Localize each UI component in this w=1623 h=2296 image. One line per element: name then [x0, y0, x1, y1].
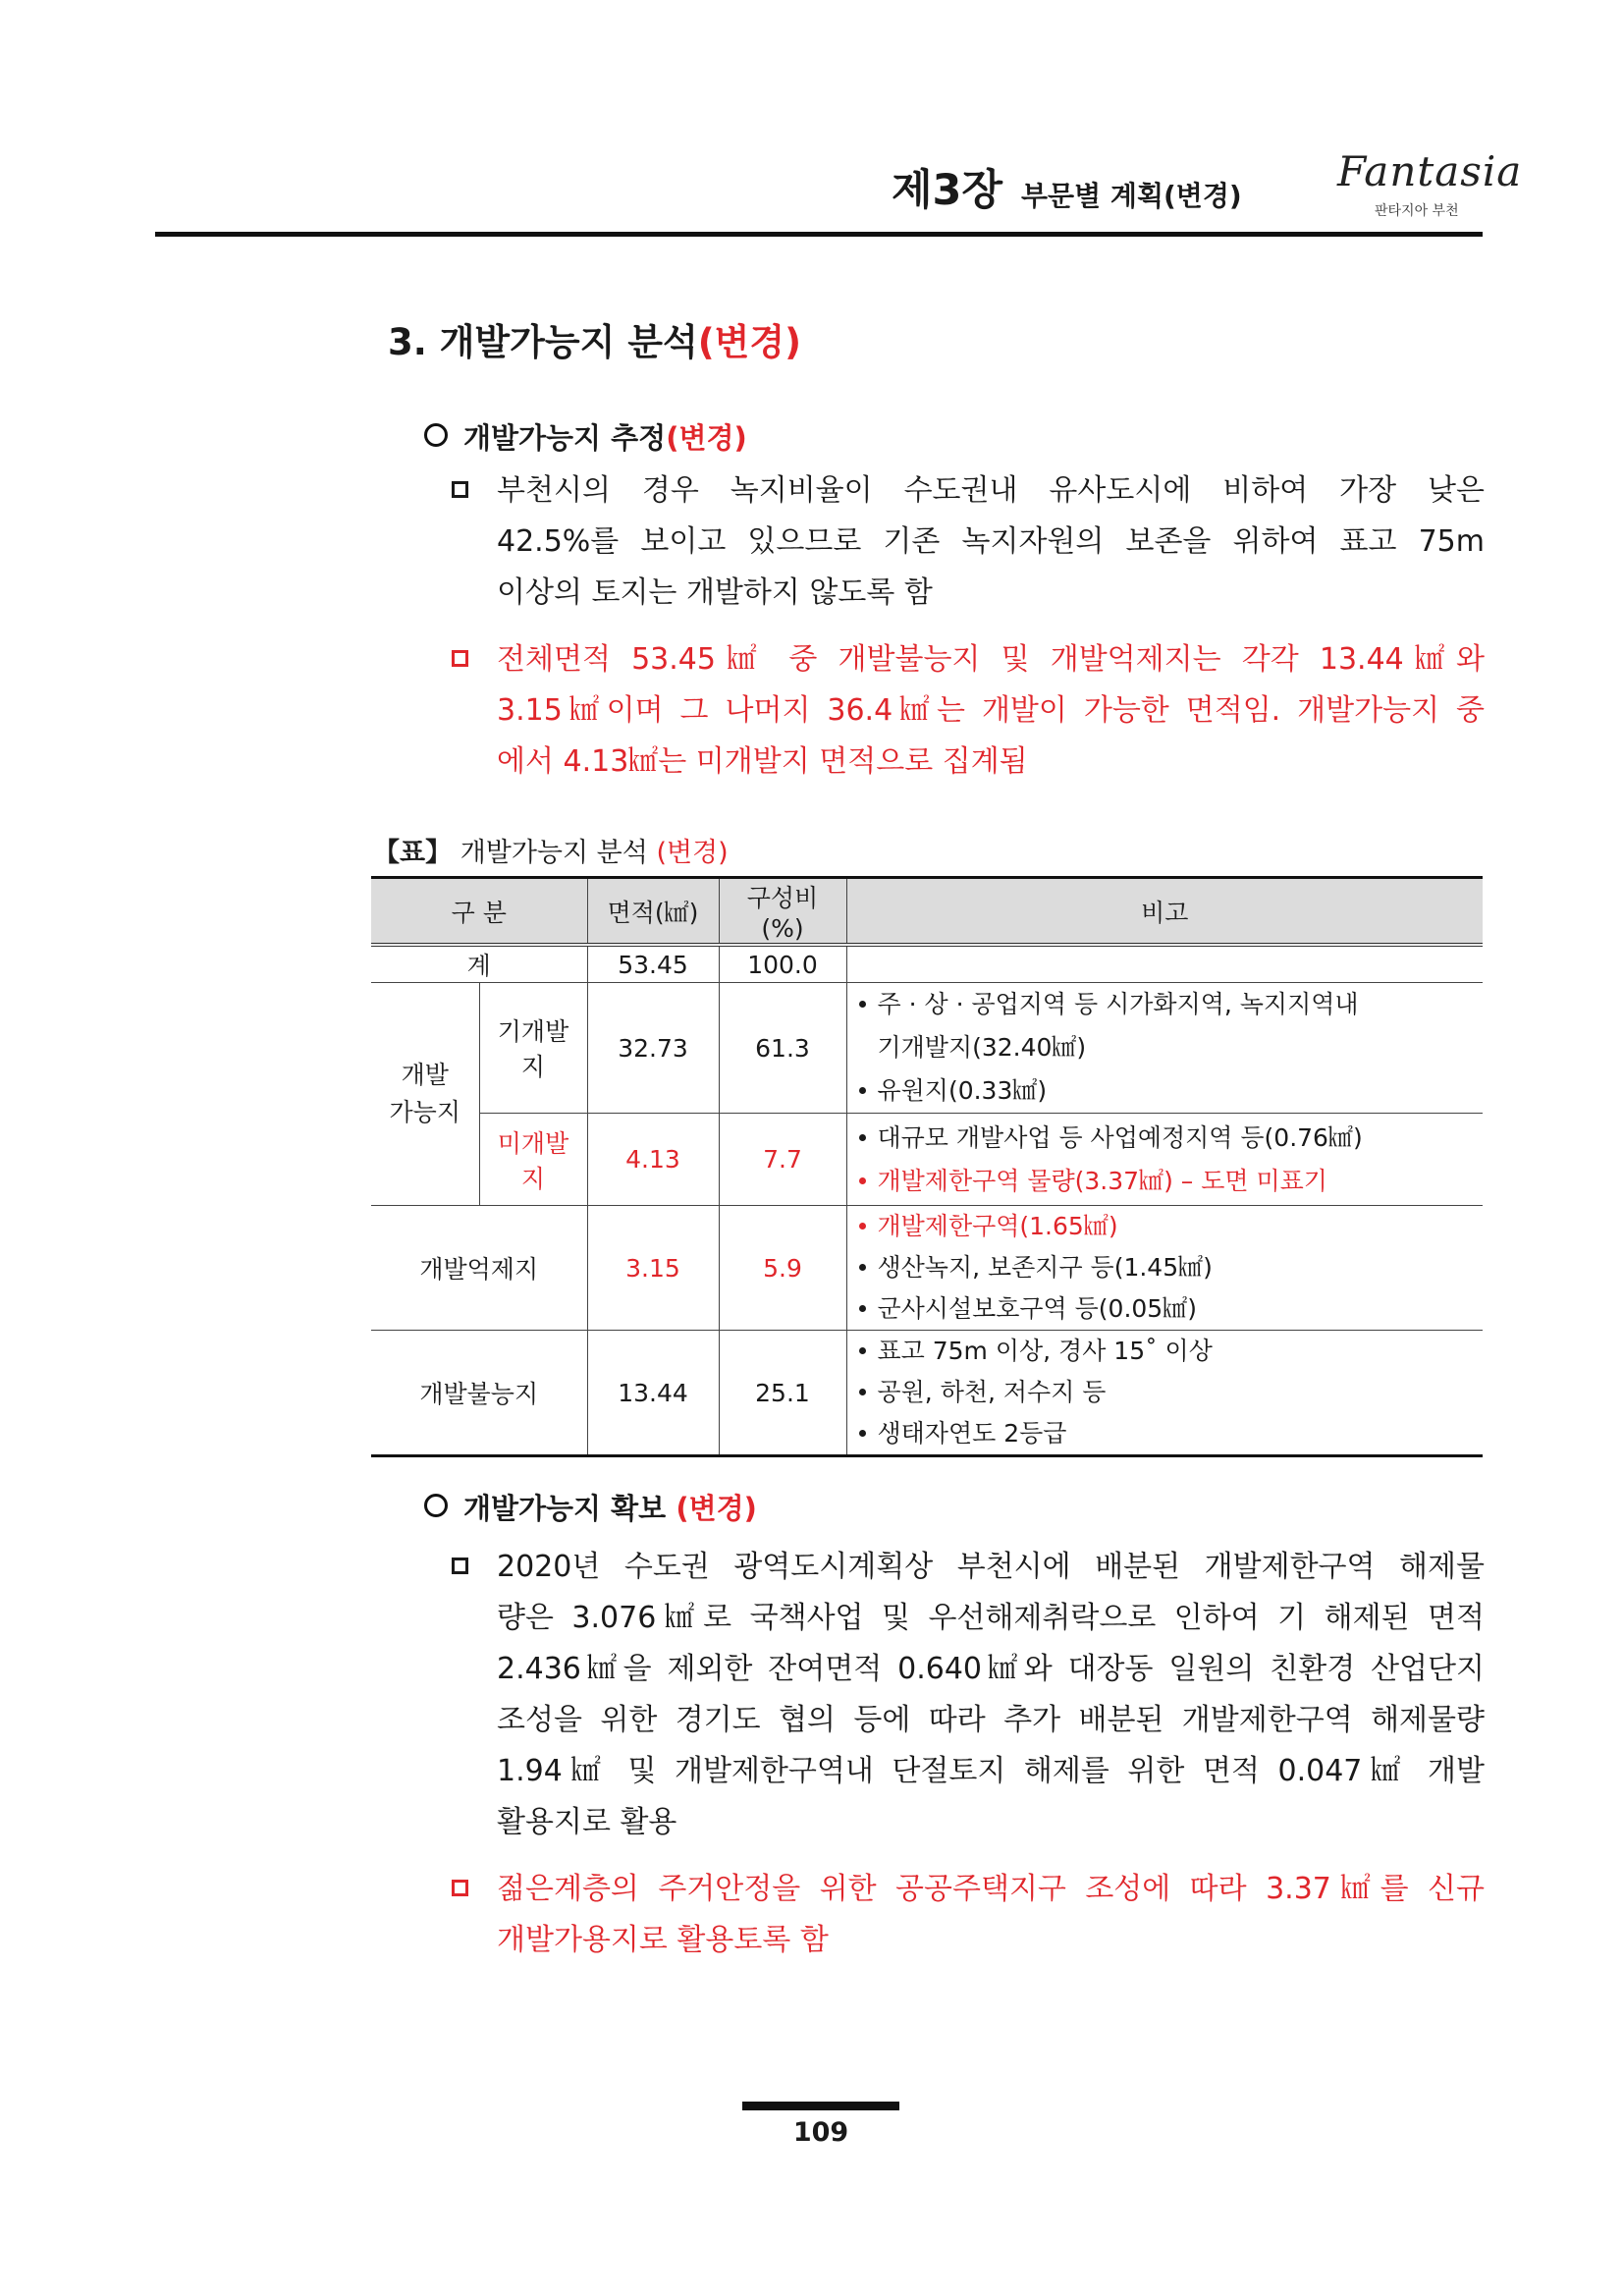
bullet-dot-icon [859, 1001, 866, 1008]
note-item [859, 1288, 1476, 1330]
note-text: 생태자연도 2등급 [877, 1419, 1067, 1448]
paragraph-greenbelt-release [452, 1542, 1485, 1848]
note-text: 공원, 하천, 저수지 등 [877, 1378, 1107, 1406]
impossible-label: 개발불능지 [371, 1331, 587, 1456]
impossible-notes [846, 1331, 1483, 1456]
paragraph-line: 전체면적 53.45㎢ 중 개발불능지 및 개발억제지는 각각 13.44㎢와 [497, 642, 1485, 677]
note-text: 주 · 상 · 공업지역 등 시가화지역, 녹지지역내 [877, 990, 1359, 1018]
bullet-dot-icon [859, 1177, 866, 1184]
paragraph-line: 젊은계층의 주거안정을 위한 공공주택지구 조성에 따라 3.37㎢를 신규 [497, 1872, 1485, 1906]
table-caption-prefix: 【표】 [373, 838, 453, 868]
group-label-line: 가능지 [389, 1098, 460, 1126]
bullet-dot-icon [859, 1264, 866, 1271]
checkbox-bullet-icon [452, 1558, 468, 1574]
bullet-dot-icon [859, 1389, 866, 1395]
restricted-notes [846, 1206, 1483, 1331]
group-developable [371, 983, 479, 1206]
checkbox-bullet-icon [452, 1880, 468, 1896]
restricted-ratio: 5.9 [719, 1206, 846, 1331]
subheading-securing-change: (변경) [676, 1492, 757, 1525]
logo-subtitle: 판타지아 부천 [1375, 203, 1459, 219]
subheading-estimation-text: 개발가능지 추정 [463, 421, 667, 455]
header-ratio: 구성비(%) [719, 878, 846, 946]
paragraph-green-ratio [452, 465, 1485, 619]
bullet-dot-icon [859, 1134, 866, 1141]
paragraph-line: 조성을 위한 경기도 협의 등에 따라 추가 배분된 개발제한구역 해제물량 [497, 1703, 1485, 1737]
section-title [388, 312, 801, 365]
undeveloped-notes [846, 1114, 1483, 1206]
table-caption-change: (변경) [656, 838, 729, 868]
note-text: 유원지(0.33㎢) [877, 1076, 1048, 1105]
table-row-impossible [371, 1331, 1483, 1456]
note-text: 개발제한구역 물량(3.37㎢) – 도면 미표기 [877, 1166, 1327, 1195]
subheading-estimation [424, 416, 747, 457]
paragraph-line: 2020년 수도권 광역도시계획상 부천시에 배분된 개발제한구역 해제물 [497, 1550, 1485, 1584]
table-row-undeveloped [371, 1114, 1483, 1206]
bullet-dot-icon [859, 1347, 866, 1354]
note-item [859, 1069, 1476, 1113]
paragraph-line: 이상의 토지는 개발하지 않도록 함 [497, 575, 933, 610]
paragraph-line: 활용지로 활용 [497, 1805, 677, 1839]
developed-area: 32.73 [587, 983, 719, 1114]
header-rule [155, 232, 1483, 237]
paragraph-public-housing [452, 1864, 1485, 1966]
group-label-line: 개발 [401, 1061, 449, 1089]
undeveloped-area: 4.13 [587, 1114, 719, 1206]
paragraph-line: 에서 4.13㎢는 미개발지 면적으로 집계됨 [497, 744, 1028, 779]
table-caption-main: 개발가능지 분석 [460, 838, 648, 868]
paragraph-line: 부천시의 경우 녹지비율이 수도권내 유사도시에 비하여 가장 낮은 [497, 473, 1485, 508]
restricted-area: 3.15 [587, 1206, 719, 1331]
total-ratio: 100.0 [719, 945, 846, 983]
checkbox-bullet-icon [452, 650, 468, 667]
circle-bullet-icon [424, 423, 448, 447]
bullet-dot-icon [859, 1430, 866, 1437]
note-item [859, 1372, 1476, 1413]
bullet-dot-icon [859, 1087, 866, 1094]
development-analysis-table [371, 876, 1483, 1457]
chapter-label: 제3장 [892, 166, 1002, 215]
footer-bar [742, 2102, 899, 2110]
undeveloped-ratio: 7.7 [719, 1114, 846, 1206]
paragraph-line: 량은 3.076㎢로 국책사업 및 우선해제취락으로 인하여 기 해제된 면적 [497, 1601, 1485, 1635]
section-title-main: 3. 개발가능지 분석 [388, 321, 698, 363]
table-row-restricted [371, 1206, 1483, 1331]
subheading-securing [424, 1487, 757, 1527]
total-label: 계 [371, 945, 587, 983]
total-notes [846, 945, 1483, 983]
table-caption [373, 831, 729, 869]
undeveloped-label: 미개발지 [479, 1114, 587, 1206]
chapter-title: 부문별 계획(변경) [1021, 180, 1242, 212]
note-item [859, 1117, 1476, 1160]
total-area: 53.45 [587, 945, 719, 983]
bullet-dot-icon [859, 1305, 866, 1312]
paragraph-line: 42.5%를 보이고 있으므로 기존 녹지자원의 보존을 위하여 표고 75m [497, 524, 1485, 559]
note-item [859, 1160, 1476, 1203]
section-title-change: (변경) [697, 321, 802, 363]
developed-notes [846, 983, 1483, 1114]
paragraph-line: 2.436㎢을 제외한 잔여면적 0.640㎢와 대장동 일원의 친환경 산업단지 [497, 1652, 1485, 1686]
note-item [859, 1413, 1476, 1454]
note-item [859, 1206, 1476, 1247]
note-text: 대규모 개발사업 등 사업예정지역 등(0.76㎢) [877, 1122, 1363, 1152]
note-item [859, 1247, 1476, 1288]
header-notes: 비고 [846, 878, 1483, 946]
developed-label: 기개발지 [479, 983, 587, 1114]
table-header-row [371, 878, 1483, 946]
note-text: 군사시설보호구역 등(0.05㎢) [877, 1294, 1197, 1323]
restricted-label: 개발억제지 [371, 1206, 587, 1331]
impossible-area: 13.44 [587, 1331, 719, 1456]
paragraph-line: 1.94㎢ 및 개발제한구역내 단절토지 해제를 위한 면적 0.047㎢ 개발 [497, 1754, 1485, 1788]
paragraph-line: 개발가용지로 활용토록 함 [497, 1923, 829, 1957]
impossible-ratio: 25.1 [719, 1331, 846, 1456]
note-text: 표고 75m 이상, 경사 15˚ 이상 [877, 1337, 1213, 1365]
table-row-total [371, 945, 1483, 983]
subheading-estimation-change: (변경) [666, 421, 747, 455]
note-text: 생산녹지, 보존지구 등(1.45㎢) [877, 1253, 1213, 1282]
checkbox-bullet-icon [452, 481, 468, 498]
subheading-securing-text: 개발가능지 확보 [463, 1492, 667, 1525]
circle-bullet-icon [424, 1494, 448, 1517]
bullet-dot-icon [859, 1223, 866, 1230]
note-item [859, 983, 1476, 1026]
note-item [859, 1331, 1476, 1372]
note-text: 기개발지(32.40㎢) [877, 1033, 1087, 1062]
paragraph-line: 3.15㎢이며 그 나머지 36.4㎢는 개발이 가능한 면적임. 개발가능지 중 [497, 693, 1485, 728]
fantasia-logo: Fantasia [1337, 147, 1523, 195]
header-category: 구 분 [371, 878, 587, 946]
developed-ratio: 61.3 [719, 983, 846, 1114]
table-row-developed [371, 983, 1483, 1114]
paragraph-area-summary [452, 634, 1485, 788]
note-text: 개발제한구역(1.65㎢) [877, 1212, 1118, 1240]
page-number: 109 [792, 2117, 849, 2148]
header-area: 면적(㎢) [587, 878, 719, 946]
